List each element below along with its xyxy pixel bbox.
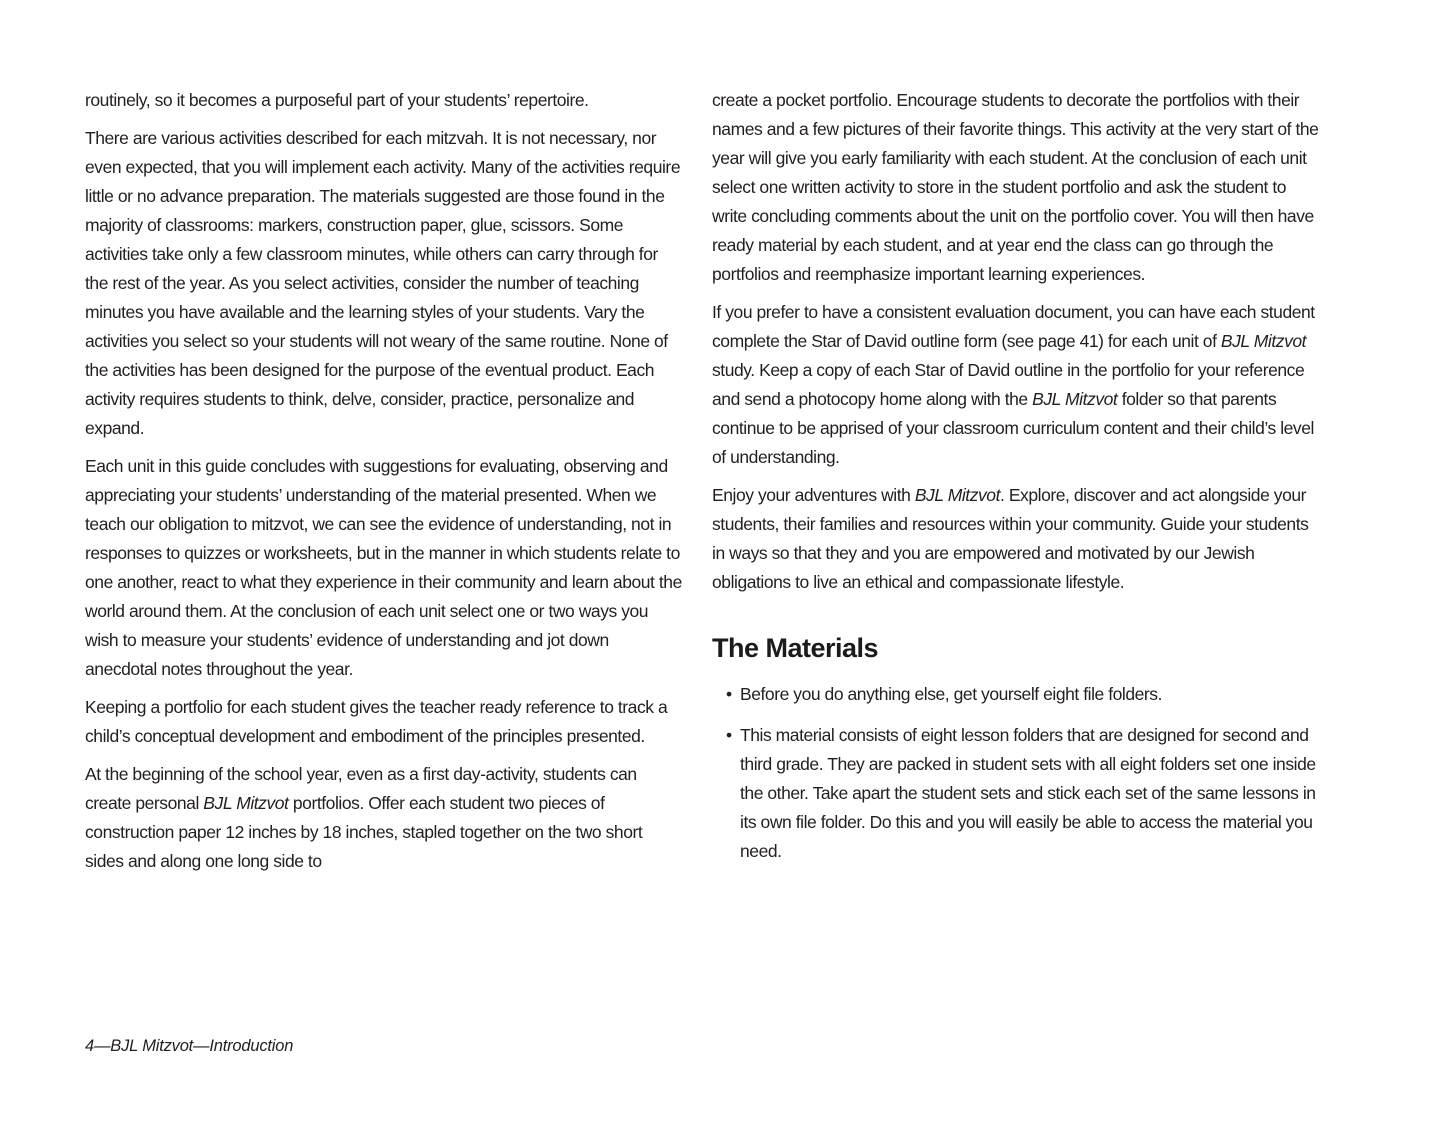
paragraph [712, 298, 1324, 472]
footer-text: 4—BJL Mitzvot—Introduction [85, 1037, 294, 1055]
italic-text-run: BJL Mitzvot [1220, 331, 1307, 351]
text-run: Before you do anything else, get yourself eight file folders. [740, 684, 1162, 704]
text-run: Each unit in this guide concludes with suggestions for evaluating, observing and appreciating your students’ understanding of the material presented. When we teach our obligation to mitzvot, we can see the evidence of understanding, not in responses to quizzes or worksheets, but in the manner in which students relate to one another, react to what they experience in their community and learn about the world around them. At the conclusion of each unit select one or two ways you wish to measure your students’ evidence of understanding and jot down anecdotal notes throughout the year. [85, 456, 682, 679]
paragraph [85, 760, 685, 876]
text-run: Keeping a portfolio for each student gives the teacher ready reference to track a child’s conceptual development and embodiment of the principles presented. [85, 697, 668, 746]
text-run: create a pocket portfolio. Encourage students to decorate the portfolios with their names and a few pictures of their favorite things. This activity at the very start of the year will give you early familiarity with each student. At the conclusion of each unit select one written activity to store in the student portfolio and ask the student to write concluding comments about the unit on the portfolio cover. You will then have ready material by each student, and at year end the class can go through the portfolios and reemphasize important learning experiences. [712, 90, 1319, 284]
materials-bullet-list [712, 680, 1324, 866]
section-heading-the-materials: The Materials [712, 633, 879, 663]
bullet-text [740, 725, 1316, 861]
text-run: study. Keep a copy of each Star of David outline in the portfolio for your reference and send a photocopy home along with the [712, 360, 1305, 409]
bullet-item [726, 680, 1324, 709]
paragraph [712, 86, 1324, 289]
text-run: At the beginning of the school year, even as a first day-activity, students can create personal [85, 764, 637, 813]
right-column-paragraphs [712, 86, 1324, 597]
italic-text-run: BJL Mitzvot [1032, 389, 1118, 409]
text-run: routinely, so it becomes a purposeful part of your students’ repertoire. [85, 90, 589, 110]
right-column [712, 86, 1324, 878]
bullet-text [740, 684, 1162, 704]
text-run: folder so that parents continue to be apprised of your classroom curriculum content and their child’s level of understanding. [712, 389, 1314, 467]
paragraph [85, 86, 685, 115]
paragraph [712, 481, 1324, 597]
bullet-item [726, 721, 1324, 866]
text-run: portfolios. Offer each student two pieces of construction paper 12 inches by 18 inches, stapled together on the two short sides and along one long side to [85, 793, 643, 871]
bullet-marker: • [726, 684, 732, 704]
italic-text-run: BJL Mitzvot [203, 793, 289, 813]
text-run: If you prefer to have a consistent evaluation document, you can have each student complete the Star of David outline form (see page 41) for each unit of [712, 302, 1315, 351]
bullet-marker: • [726, 725, 732, 745]
text-run: Enjoy your adventures with [712, 485, 915, 505]
left-column [85, 86, 685, 885]
paragraph [85, 124, 685, 443]
paragraph [85, 452, 685, 684]
page-footer [85, 1035, 293, 1057]
text-run: This material consists of eight lesson folders that are designed for second and third grade. They are packed in student sets with all eight folders set one inside the other. Take apart the student sets and stick each set of the same lessons in its own file folder. Do this and you will easily be able to access the material you need. [740, 725, 1316, 861]
text-run: . Explore, discover and act alongside your students, their families and resources within your community. Guide your students in ways so that they and you are empowered and motivated by our Jewish obligations to live an ethical and compassionate lifestyle. [712, 485, 1309, 592]
italic-text-run: BJL Mitzvot [914, 485, 1001, 505]
text-run: There are various activities described for each mitzvah. It is not necessary, nor even expected, that you will implement each activity. Many of the activities require little or no advance preparation. The materials suggested are those found in the majority of classrooms: markers, construction paper, glue, scissors. Some activities take only a few classroom minutes, while others can carry through for the rest of the year. As you select activities, consider the number of teaching minutes you have available and the learning styles of your students. Vary the activities you select so your students will not weary of the same routine. None of the activities has been designed for the purpose of the eventual product. Each activity requires students to think, delve, consider, practice, personalize and expand. [85, 128, 681, 438]
paragraph [85, 693, 685, 751]
